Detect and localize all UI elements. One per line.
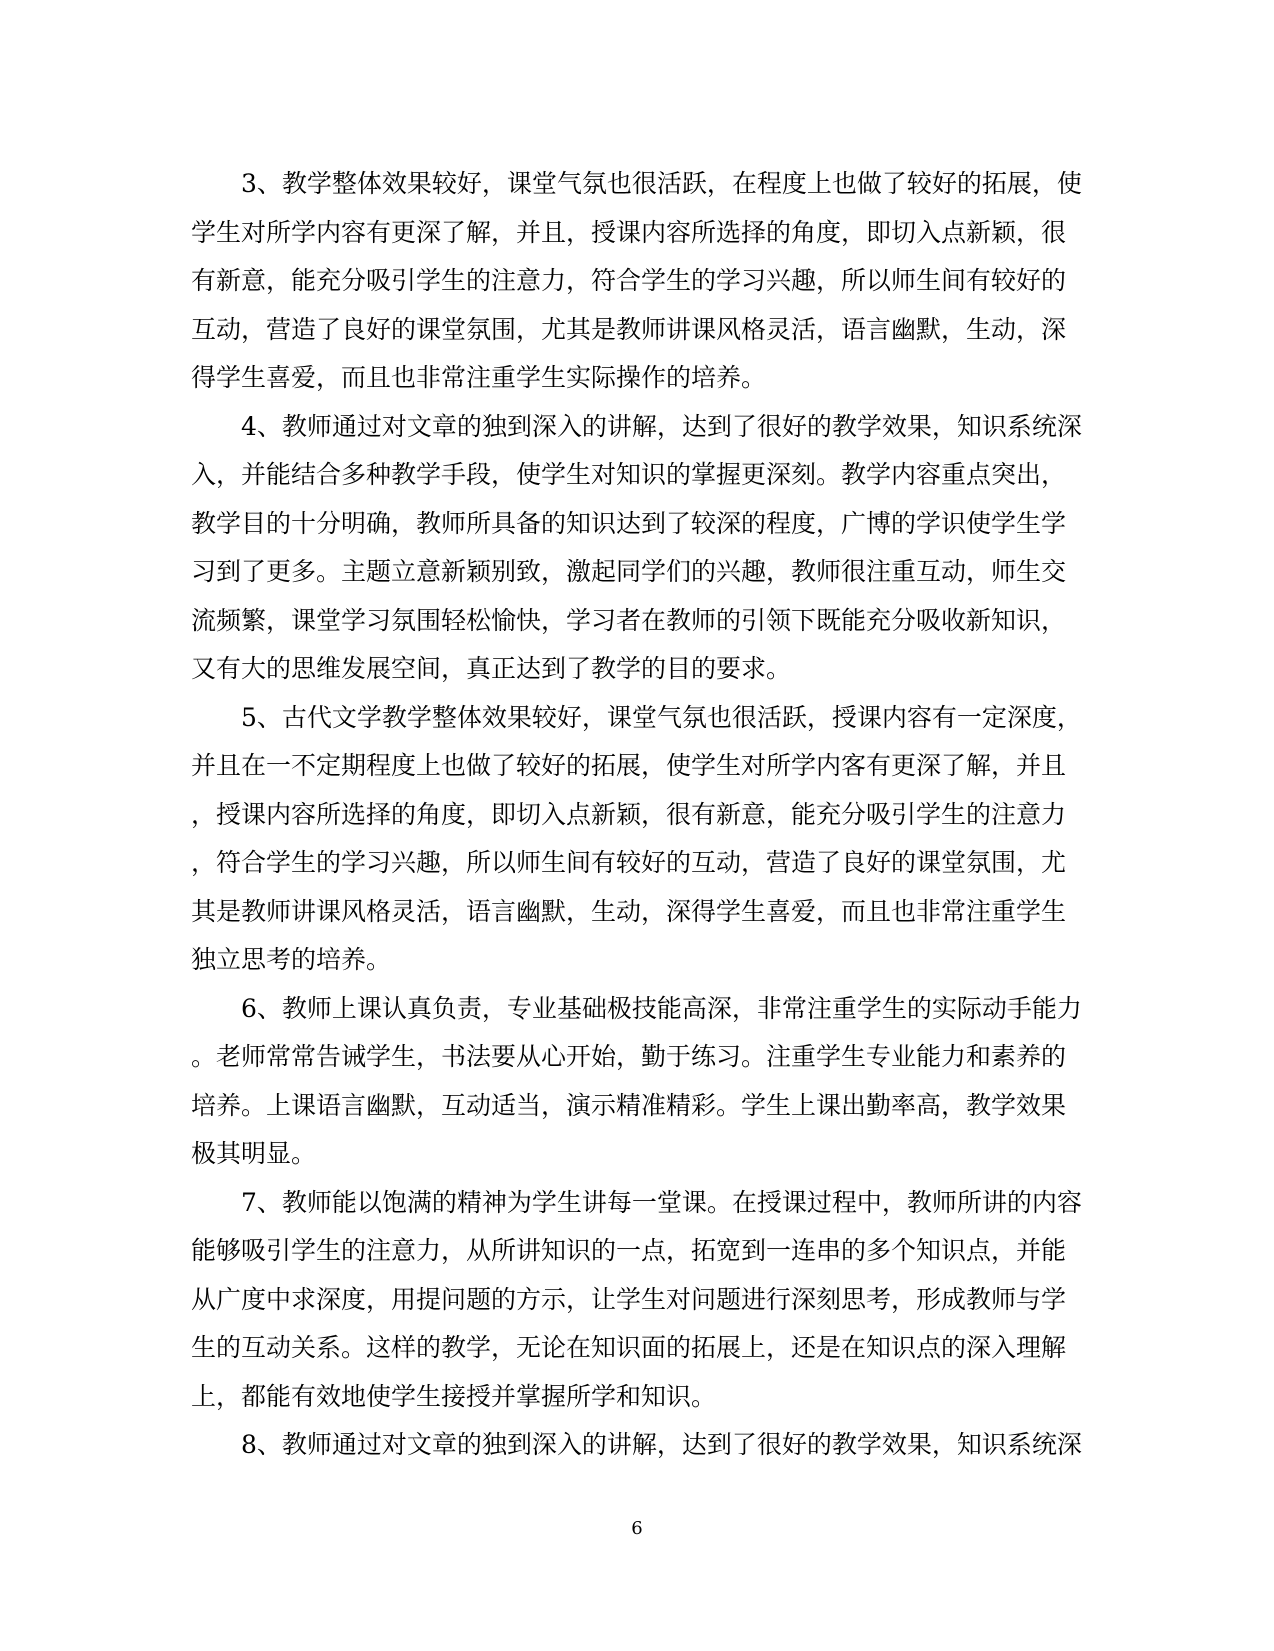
text-line: 7、教师能以饱满的精神为学生讲每一堂课。在授课过程中，教师所讲的内容 bbox=[241, 1187, 1082, 1217]
text-line: 极其明显。 bbox=[191, 1139, 317, 1168]
text-line: 学生对所学内容有更深了解，并且，授课内容所选择的角度，即切入点新颖，很 bbox=[191, 217, 1067, 247]
text-line: 培养。上课语言幽默，互动适当，演示精准精彩。学生上课出勤率高，教学效果 bbox=[191, 1090, 1067, 1120]
text-line: 3、教学整体效果较好，课堂气氛也很活跃，在程度上也做了较好的拓展，使 bbox=[241, 169, 1082, 198]
paragraph bbox=[191, 985, 1081, 1179]
text-line: 能够吸引学生的注意力，从所讲知识的一点，拓宽到一连串的多个知识点，并能 bbox=[191, 1236, 1067, 1265]
text-line: 并且在一不定期程度上也做了较好的拓展，使学生对所学内客有更深了解，并且 bbox=[191, 751, 1067, 780]
page-number: 6 bbox=[631, 1518, 643, 1539]
text-line: 从广度中求深度，用提问题的方示，让学生对问题进行深刻思考，形成教师与学 bbox=[191, 1284, 1067, 1314]
text-line: 教学目的十分明确，教师所具备的知识达到了较深的程度，广博的学识使学生学 bbox=[191, 508, 1067, 538]
paragraph bbox=[191, 694, 1081, 985]
text-line: 。老师常常告诫学生，书法要从心开始，勤于练习。注重学生专业能力和素养的 bbox=[191, 1042, 1067, 1071]
paragraph bbox=[191, 1179, 1081, 1422]
text-line: 生的互动关系。这样的教学，无论在知识面的拓展上，还是在知识点的深入理解 bbox=[191, 1333, 1067, 1362]
text-line: 6、教师上课认真负责，专业基础极技能高深，非常注重学生的实际动手能力 bbox=[241, 993, 1082, 1023]
text-line: 4、教师通过对文章的独到深入的讲解，达到了很好的教学效果，知识系统深 bbox=[241, 411, 1082, 441]
text-line: 有新意，能充分吸引学生的注意力，符合学生的学习兴趣，所以师生间有较好的 bbox=[191, 266, 1067, 295]
text-line: 得学生喜爱，而且也非常注重学生实际操作的培养。 bbox=[191, 363, 767, 392]
text-line: 5、古代文学教学整体效果较好，课堂气氛也很活跃，授课内容有一定深度， bbox=[241, 702, 1082, 732]
paragraph bbox=[191, 403, 1081, 694]
text-line: 习到了更多。主题立意新颖别致，激起同学们的兴趣，教师很注重互动，师生交 bbox=[191, 557, 1067, 586]
paragraph bbox=[191, 1421, 1081, 1470]
text-line: 入，并能结合多种教学手段，使学生对知识的掌握更深刻。教学内容重点突出， bbox=[191, 460, 1067, 489]
text-line: 8、教师通过对文章的独到深入的讲解，达到了很好的教学效果，知识系统深 bbox=[241, 1430, 1082, 1459]
text-line: 又有大的思维发展空间，真正达到了教学的目的要求。 bbox=[191, 654, 792, 683]
text-line: ，授课内容所选择的角度，即切入点新颖，很有新意，能充分吸引学生的注意力 bbox=[191, 799, 1067, 829]
paragraph bbox=[191, 160, 1081, 403]
body-text bbox=[191, 160, 1081, 1470]
text-line: 互动，营造了良好的课堂氛围，尤其是教师讲课风格灵活，语言幽默，生动，深 bbox=[191, 314, 1067, 344]
text-line: 独立思考的培养。 bbox=[191, 945, 392, 974]
text-line: 其是教师讲课风格灵活，语言幽默，生动，深得学生喜爱，而且也非常注重学生 bbox=[191, 896, 1067, 926]
text-line: 上，都能有效地使学生接授并掌握所学和知识。 bbox=[191, 1381, 717, 1411]
text-line: ，符合学生的学习兴趣，所以师生间有较好的互动，营造了良好的课堂氛围，尤 bbox=[191, 848, 1067, 877]
text-line: 流频繁，课堂学习氛围轻松愉快，学习者在教师的引领下既能充分吸收新知识， bbox=[191, 605, 1067, 635]
